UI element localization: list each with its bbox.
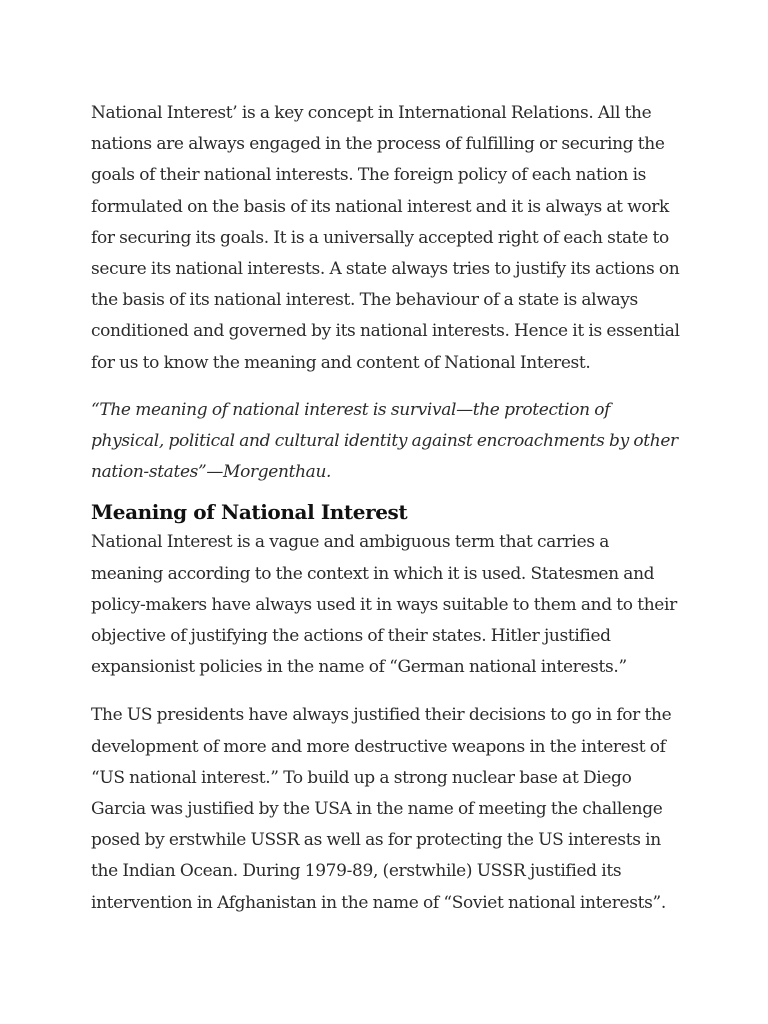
intro-paragraph: National Interest’ is a key concept in International Relations. All the nations are always engaged in the process of fulfilling or securing the goals of their national interests. The foreign policy of each nation is formulated on the basis of its national interest and it is always at work for securing its goals. It is a universally accepted right of each state to secure its national interests. A state always tries to justify its actions on the basis of its national interest. The behaviour of a state is always conditioned and governed by its national interests. Hence it is essential for us to know the meaning and content of National Interest. [91,103,680,373]
us-presidents-paragraph: The US presidents have always justified their decisions to go in for the development of more and more destructive weapons in the interest of “US national interest.” To build up a strong nuclear base at Diego Garcia was justified by the USA in the name of meeting the challenge posed by erstwhile USSR as well as for protecting the US interests in the Indian Ocean. During 1979-89, (erstwhile) USSR justified its intervention in Afghanistan in the name of “Soviet national interests”. [91,705,672,913]
document-page [91,98,681,919]
morgenthau-quote: “The meaning of national interest is survival—the protection of physical, political and cultural identity against encroachments by other nation-states”—Morgenthau. [91,399,678,483]
section-heading-meaning: Meaning of National Interest [91,500,408,525]
meaning-paragraph: National Interest is a vague and ambiguous term that carries a meaning according to the context in which it is used. Statesmen and policy-makers have always used it in ways suitable to them and to their objective of justifying the actions of their states. Hitler justified expansionist policies in the name of “German national interests.” [91,532,677,678]
